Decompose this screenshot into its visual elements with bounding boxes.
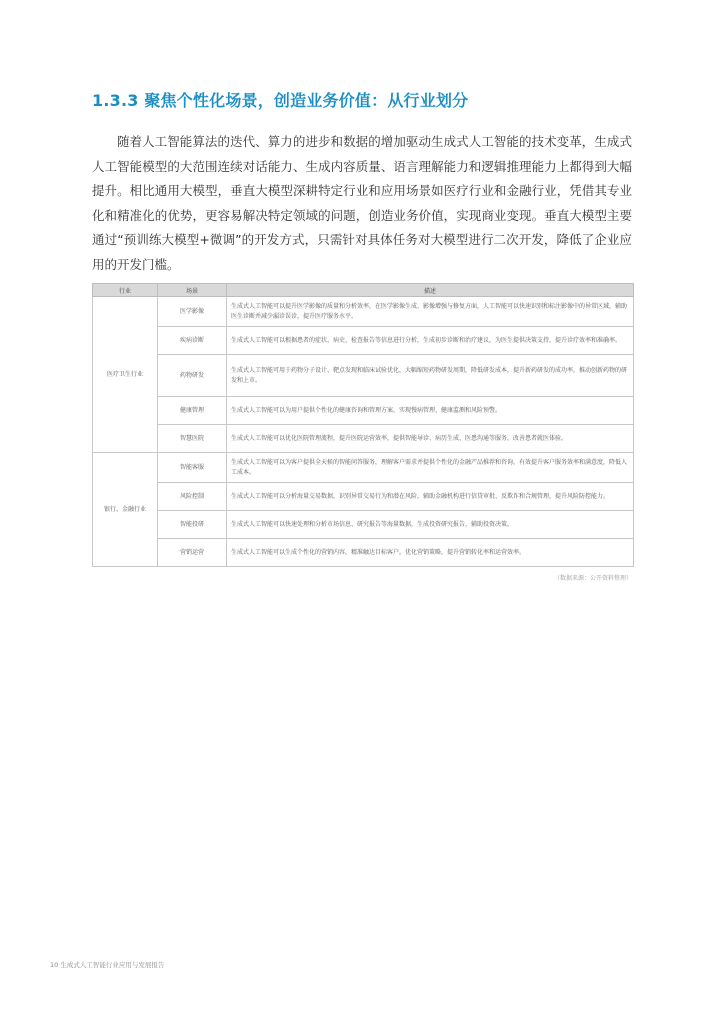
scene-cell: 药物研发 [158,355,227,397]
description-cell: 生成式人工智能可以提升医学影像的质量和分析效率，在医学影像生成、影像增强与修复方面，人工智能可以快速识别和标注影像中的异常区域，辅助医生诊断并减少漏诊误诊，提升医疗服务水平。 [227,297,634,327]
header-scene: 场景 [158,284,227,297]
industry-cell: 银行、金融行业 [93,453,158,567]
section-heading: 1.3.3 聚焦个性化场景，创造业务价值：从行业划分 [92,91,469,110]
table-row [93,355,634,397]
intro-paragraph [92,130,632,277]
description-cell: 生成式人工智能可以快速处理和分析市场信息、研究报告等海量数据，生成投资研究报告，辅助投资决策。 [227,511,634,539]
scene-cell: 疾病诊断 [158,327,227,355]
page-footer: 10 生成式人工智能行业应用与发展报告 [50,961,165,969]
scene-cell: 智能客服 [158,453,227,483]
table-row [93,539,634,567]
description-cell: 生成式人工智能可以生成个性化的营销内容，精准触达目标客户，优化营销策略，提升营销转化率和运营效率。 [227,539,634,567]
table-row [93,397,634,425]
table-row [93,297,634,327]
description-cell: 生成式人工智能可用于药物分子设计、靶点发现和临床试验优化，大幅缩短药物研发周期，降低研发成本，提升新药研发的成功率，推动创新药物的研发和上市。 [227,355,634,397]
table-row [93,327,634,355]
table-row [93,483,634,511]
industry-scenario-table [92,283,634,567]
description-cell: 生成式人工智能可以分析海量交易数据，识别异常交易行为和潜在风险，辅助金融机构进行信贷审批、反欺诈和合规管理，提升风险防控能力。 [227,483,634,511]
description-cell: 生成式人工智能可以优化医院管理流程，提升医院运营效率，提供智能导诊、病历生成、医患沟通等服务，改善患者就医体验。 [227,425,634,453]
table-row [93,453,634,483]
scene-cell: 风险控制 [158,483,227,511]
table-source-note: （数据来源：公开资料整理） [553,575,632,582]
description-cell: 生成式人工智能可以为客户提供全天候的智能问答服务，理解客户需求并提供个性化的金融产品推荐和咨询，有效提升客户服务效率和满意度，降低人工成本。 [227,453,634,483]
header-industry: 行业 [93,284,158,297]
paragraph-text: 随着人工智能算法的迭代、算力的进步和数据的增加驱动生成式人工智能的技术变革，生成式人工智能模型的大范围连续对话能力、生成内容质量、语言理解能力和逻辑推理能力上都得到大幅提升。相比通用大模型，垂直大模型深耕特定行业和应用场景如医疗行业和金融行业，凭借其专业化和精准化的优势，更容易解决特定领域的问题，创造业务价值，实现商业变现。垂直大模型主要通过“预训练大模型+微调”的开发方式，只需针对具体任务对大模型进行二次开发，降低了企业应用的开发门槛。 [92,134,632,272]
table-header-row [93,284,634,297]
header-description: 描述 [227,284,634,297]
scene-cell: 智能投研 [158,511,227,539]
table-row [93,511,634,539]
table-row [93,425,634,453]
industry-cell: 医疗卫生行业 [93,297,158,453]
scene-cell: 智慧医院 [158,425,227,453]
description-cell: 生成式人工智能可以根据患者的症状、病史、检查报告等信息进行分析，生成初步诊断和治疗建议，为医生提供决策支持，提升诊疗效率和准确率。 [227,327,634,355]
scene-cell: 营销运营 [158,539,227,567]
scene-cell: 健康管理 [158,397,227,425]
description-cell: 生成式人工智能可以为用户提供个性化的健康咨询和管理方案，实现慢病管理、健康监测和风险预警。 [227,397,634,425]
scene-cell: 医学影像 [158,297,227,327]
